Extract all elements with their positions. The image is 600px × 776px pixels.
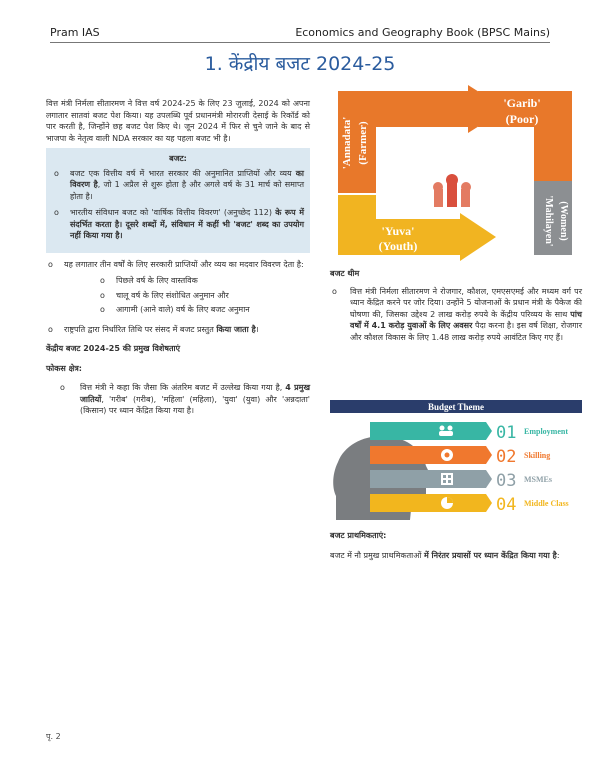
budget-point-4: o राष्ट्रपति द्वारा निर्धारित तिथि पर संसद में बजट प्रस्तुत किया जाता है। <box>46 324 310 336</box>
label-mahilayen: 'Mahilayen' <box>543 195 554 247</box>
priorities-paragraph: बजट में नौ प्रमुख प्राथमिकताओं में निरंतर प्रयासों पर ध्यान केंद्रित किया गया है: <box>330 550 560 560</box>
label-yuva: 'Yuva' <box>381 224 415 238</box>
pie-chart-icon <box>441 497 453 509</box>
budget-point-1: o बजट एक वित्तीय वर्ष में भारत सरकार की अनुमानित प्राप्तियों और व्यय का विवरण है, जो 1 अप्रैल से शुरू होता है और अगले वर्ष के 31 मार्च को समाप्त होता है। <box>52 168 304 203</box>
right-column <box>330 268 582 348</box>
left-column <box>46 98 310 417</box>
label-garib: 'Garib' <box>503 96 541 110</box>
features-heading: केंद्रीय बजट 2024-25 की प्रमुख विशेषताएं <box>46 344 181 353</box>
intro-paragraph: वित्त मंत्री निर्मला सीतारमण ने वित्त वर्ष 2024-25 के लिए 23 जुलाई, 2024 को अपना लगातार सातवां बजट पेश किया। यह उपलब्धि पूर्व प्रधानमंत्री मोरारजी देसाई के रिकॉर्ड को पार करती है, जिन्होंने छह बजट पेश किए थे। जून 2024 में फिर से चुने जाने के बाद से भाजपा के नेतृत्व वाली NDA सरकार का यह पहला बजट भी है। <box>46 99 310 143</box>
focus-heading: फोकस क्षेत्र: <box>46 363 82 373</box>
budget-point-3: o यह लगातार तीन वर्षों के लिए सरकारी प्राप्तियों और व्यय का मदवार विवरण देता है: <box>46 259 310 271</box>
theme-num-03: 03 <box>496 471 517 491</box>
theme-label-msmes: MSMEs <box>524 475 552 484</box>
budget-definition-box <box>46 148 310 253</box>
theme-num-02: 02 <box>496 447 517 467</box>
theme-num-01: 01 <box>496 423 517 443</box>
label-youth: (Youth) <box>378 239 418 253</box>
label-farmer: (Farmer) <box>357 121 369 165</box>
budget-box-heading: बजट: <box>169 154 187 163</box>
budget-theme-infographic <box>330 400 582 524</box>
sub-item-estimate: o आगामी (आने वाले) वर्ष के लिए बजट अनुमान <box>46 304 310 316</box>
building-icon <box>441 473 453 485</box>
raised-fists-icon <box>430 171 474 209</box>
sub-item-revised: o चालू वर्ष के लिए संशोधित अनुमान और <box>46 290 310 302</box>
label-women: (Women) <box>558 201 569 241</box>
head-gear-icon <box>441 449 453 461</box>
four-castes-cycle-infographic <box>328 85 580 261</box>
theme-num-04: 04 <box>496 495 517 515</box>
sub-item-actual: o पिछले वर्ष के लिए वास्तविक <box>46 275 310 287</box>
theme-heading: बजट थीम <box>330 269 360 278</box>
focus-paragraph: o वित्त मंत्री ने कहा कि जैसा कि अंतरिम बजट में उल्लेख किया गया है, 4 प्रमुख जातियों, 'गरीब' (गरीब), 'महिला' (महिला), 'युवा' (युवा) और 'अन्नदाता' (किसान) पर ध्यान केंद्रित किया गया है। <box>46 382 310 417</box>
theme-label-skilling: Skilling <box>524 451 551 460</box>
priorities-heading: बजट प्राथमिकताएं: <box>330 531 387 540</box>
page-header <box>50 26 550 43</box>
label-poor: (Poor) <box>505 112 539 126</box>
theme-label-middle-class: Middle Class <box>524 499 569 508</box>
header-book-title: Economics and Geography Book (BPSC Mains) <box>295 26 550 39</box>
budget-theme-title: Budget Theme <box>427 402 485 412</box>
theme-paragraph: o वित्त मंत्री निर्मला सीतारमण ने रोजगार, कौशल, एमएसएमई और मध्यम वर्ग पर ध्यान केंद्रित करने पर जोर दिया। उन्होंने 5 योजनाओं के प्रधान मंत्री के पैकेज की घोषणा की, जिसका उद्देश्य 2 लाख करोड़ रुपये के केंद्रीय परिव्यय के साथ पांच वर्षों में 4.1 करोड़ युवाओं के लिए अवसर पैदा करना है। इस वर्ष शिक्षा, रोजगार और कौशल विकास के लिए 1.48 लाख करोड़ रुपये आवंटित किए गए हैं। <box>330 286 582 344</box>
theme-label-employment: Employment <box>524 427 568 436</box>
budget-point-2: o भारतीय संविधान बजट को 'वार्षिक वित्तीय विवरण' (अनुच्छेद 112) के रूप में संदर्भित करता है। दूसरे शब्दों में, संविधान में कहीं भी 'बजट' शब्द का उपयोग नहीं किया गया है। <box>52 207 304 242</box>
header-publisher: Pram IAS <box>50 26 100 39</box>
label-annadata: 'Annadata' <box>341 116 353 170</box>
priorities-section <box>330 530 582 561</box>
page-number: पृ. 2 <box>46 732 61 741</box>
chapter-title: 1. केंद्रीय बजट 2024-25 <box>204 53 396 75</box>
